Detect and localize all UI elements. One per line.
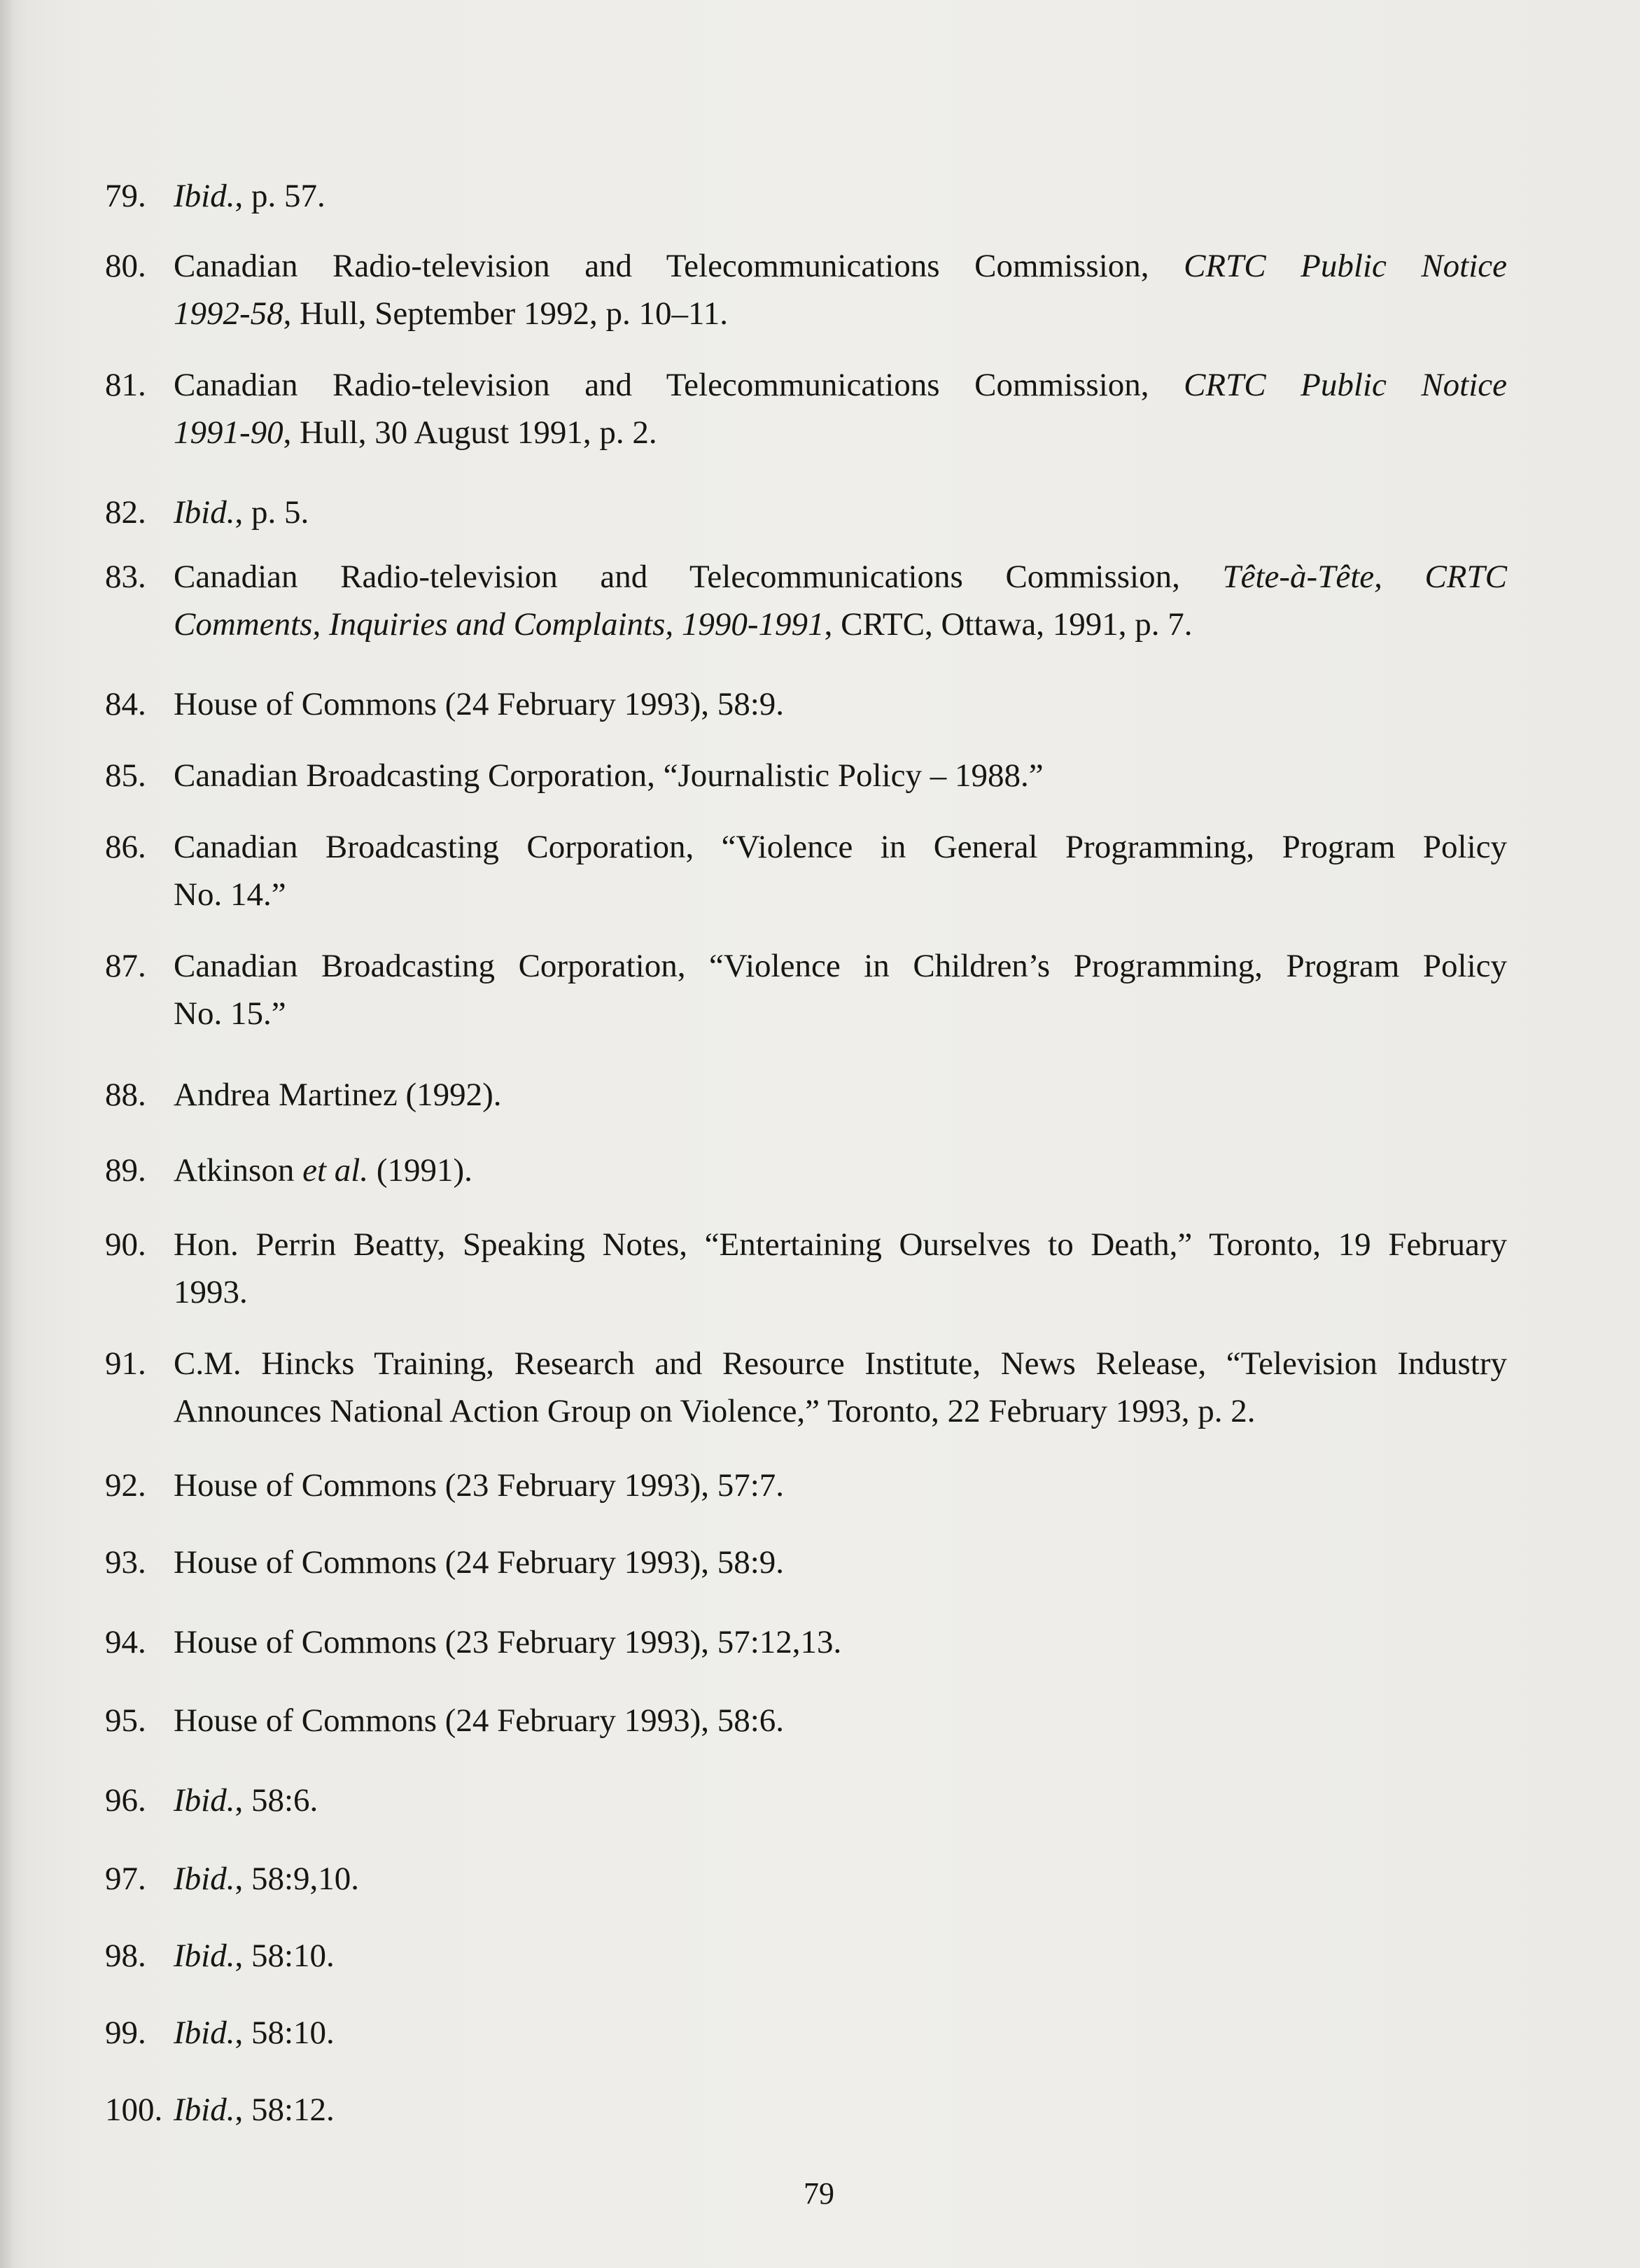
- endnote-text: Canadian Broadcasting Corporation, “Journalistic Policy – 1988.”: [174, 757, 1044, 794]
- endnote-text: Canadian Radio-television and Telecommunications Commission, CRTC Public Notice 1992-58, Hull, September 1992, p. 10–11.: [174, 248, 1508, 332]
- ibid-ref: Ibid.: [174, 1861, 235, 1897]
- endnote-number: 87.: [105, 948, 146, 984]
- endnote-number: 88.: [105, 1077, 146, 1113]
- endnote-text: Ibid., 58:6.: [174, 1782, 318, 1819]
- ibid-ref: Ibid.: [174, 1938, 235, 1974]
- endnote-text: House of Commons (23 February 1993), 57:12,13.: [174, 1624, 842, 1660]
- endnote-text: Canadian Broadcasting Corporation, “Violence in General Programming, Program Policy No. 14.”: [174, 829, 1507, 913]
- endnote-text: Ibid., 58:10.: [174, 1938, 335, 1974]
- endnote-number: 81.: [105, 367, 146, 403]
- endnote-text: Hon. Perrin Beatty, Speaking Notes, “Entertaining Ourselves to Death,” Toronto, 19 February 1993.: [174, 1226, 1507, 1310]
- endnote-number: 94.: [105, 1624, 146, 1660]
- endnote-number: 79.: [105, 178, 146, 214]
- ibid-ref: Ibid.: [174, 2092, 235, 2128]
- endnote-number: 97.: [105, 1861, 146, 1897]
- ibid-ref: Ibid.: [174, 2015, 235, 2051]
- endnote-text: House of Commons (24 February 1993), 58:9.: [174, 1544, 785, 1581]
- endnote-text: Ibid., 58:12.: [174, 2092, 335, 2128]
- endnote-text: Canadian Radio-television and Telecommunications Commission, Tête-à-Tête, CRTC Comments, Inquiries and Complaints, 1990-1991, CRTC, Ottawa, 1991, p. 7.: [174, 559, 1508, 643]
- endnote-number: 95.: [105, 1702, 146, 1739]
- endnote-text: Canadian Radio-television and Telecommunications Commission, CRTC Public Notice 1991-90, Hull, 30 August 1991, p. 2.: [174, 367, 1508, 451]
- endnote-text: Ibid., 58:10.: [174, 2015, 335, 2051]
- ibid-ref: Ibid.: [174, 494, 235, 531]
- endnote-text: Ibid., p. 57.: [174, 178, 325, 214]
- endnote-text: House of Commons (24 February 1993), 58:9.: [174, 686, 785, 722]
- ibid-ref: Ibid.: [174, 1782, 235, 1819]
- endnote-number: 96.: [105, 1782, 146, 1819]
- endnote-text: Canadian Broadcasting Corporation, “Violence in Children’s Programming, Program Policy No. 15.”: [174, 948, 1507, 1032]
- endnote-number: 80.: [105, 248, 146, 284]
- endnote-number: 91.: [105, 1345, 146, 1382]
- endnote-number: 98.: [105, 1938, 146, 1974]
- endnote-text: House of Commons (24 February 1993), 58:6.: [174, 1702, 785, 1739]
- endnote-text: Ibid., p. 5.: [174, 494, 309, 531]
- endnote-number: 85.: [105, 757, 146, 794]
- endnote-text: Andrea Martinez (1992).: [174, 1077, 502, 1113]
- endnote-text: Atkinson et al. (1991).: [174, 1152, 472, 1189]
- endnote-text: House of Commons (23 February 1993), 57:7.: [174, 1467, 785, 1504]
- endnote-number: 89.: [105, 1152, 146, 1189]
- page-number: 79: [804, 2176, 834, 2211]
- endnote-number: 92.: [105, 1467, 146, 1504]
- endnote-number: 82.: [105, 494, 146, 531]
- endnote-number: 90.: [105, 1226, 146, 1263]
- endnote-number: 86.: [105, 829, 146, 865]
- endnote-number: 84.: [105, 686, 146, 722]
- endnote-number: 100.: [105, 2092, 163, 2128]
- endnote-text: Ibid., 58:9,10.: [174, 1861, 360, 1897]
- endnote-number: 93.: [105, 1544, 146, 1581]
- endnote-number: 83.: [105, 559, 146, 595]
- ibid-ref: Ibid.: [174, 178, 235, 214]
- endnote-text: C.M. Hincks Training, Research and Resource Institute, News Release, “Television Industry Announces National Action Group on Violence,” Toronto, 22 February 1993, p. 2.: [174, 1345, 1507, 1429]
- endnote-number: 99.: [105, 2015, 146, 2051]
